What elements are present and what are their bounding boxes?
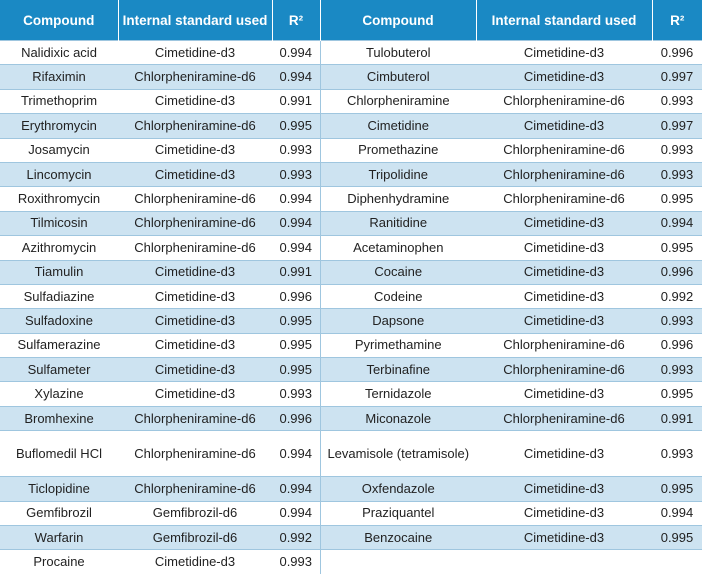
internal-standard-cell: Cimetidine-d3 bbox=[118, 333, 272, 357]
r2-cell: 0.995 bbox=[652, 382, 702, 406]
internal-standard-cell: Chlorpheniramine-d6 bbox=[476, 406, 652, 430]
table-row bbox=[0, 382, 702, 406]
compound-cell: Chlorpheniramine bbox=[320, 89, 476, 113]
compound-cell: Ternidazole bbox=[320, 382, 476, 406]
internal-standard-cell: Cimetidine-d3 bbox=[476, 309, 652, 333]
compound-cell: Lincomycin bbox=[0, 162, 118, 186]
r2-cell: 0.995 bbox=[652, 477, 702, 501]
r2-cell: 0.995 bbox=[652, 187, 702, 211]
table-row bbox=[0, 284, 702, 308]
table-row bbox=[0, 114, 702, 138]
compound-cell: Praziquantel bbox=[320, 501, 476, 525]
compound-cell: Promethazine bbox=[320, 138, 476, 162]
r2-cell: 0.996 bbox=[652, 260, 702, 284]
r2-cell: 0.993 bbox=[272, 138, 320, 162]
r2-cell: 0.993 bbox=[272, 550, 320, 574]
table-header bbox=[0, 0, 702, 41]
r2-cell: 0.994 bbox=[652, 501, 702, 525]
r2-cell: 0.992 bbox=[652, 284, 702, 308]
r2-cell: 0.991 bbox=[272, 89, 320, 113]
r2-cell: 0.993 bbox=[652, 138, 702, 162]
r2-cell: 0.994 bbox=[272, 65, 320, 89]
internal-standard-cell: Chlorpheniramine-d6 bbox=[476, 138, 652, 162]
compound-cell: Buflomedil HCl bbox=[0, 431, 118, 477]
header-internal-standard-1: Internal standard used bbox=[118, 0, 272, 41]
internal-standard-cell: Chlorpheniramine-d6 bbox=[118, 431, 272, 477]
compound-cell: Terbinafine bbox=[320, 358, 476, 382]
r2-cell: 0.996 bbox=[272, 406, 320, 430]
compound-cell: Sulfameter bbox=[0, 358, 118, 382]
internal-standard-cell: Cimetidine-d3 bbox=[118, 550, 272, 574]
compound-cell: Miconazole bbox=[320, 406, 476, 430]
r2-cell: 0.993 bbox=[652, 358, 702, 382]
table-row bbox=[0, 406, 702, 430]
internal-standard-cell: Cimetidine-d3 bbox=[118, 358, 272, 382]
compound-cell: Oxfendazole bbox=[320, 477, 476, 501]
internal-standard-cell: Cimetidine-d3 bbox=[118, 41, 272, 65]
internal-standard-cell: Cimetidine-d3 bbox=[476, 501, 652, 525]
r2-cell: 0.996 bbox=[652, 41, 702, 65]
compound-cell: Roxithromycin bbox=[0, 187, 118, 211]
r2-cell: 0.997 bbox=[652, 114, 702, 138]
r2-cell: 0.995 bbox=[652, 526, 702, 550]
r2-cell: 0.994 bbox=[272, 236, 320, 260]
compound-cell: Warfarin bbox=[0, 526, 118, 550]
internal-standard-cell: Cimetidine-d3 bbox=[118, 382, 272, 406]
compound-cell: Procaine bbox=[0, 550, 118, 574]
internal-standard-cell: Cimetidine-d3 bbox=[476, 382, 652, 406]
compound-cell: Ranitidine bbox=[320, 211, 476, 235]
internal-standard-cell: Chlorpheniramine-d6 bbox=[118, 211, 272, 235]
table-row bbox=[0, 333, 702, 357]
compound-cell: Erythromycin bbox=[0, 114, 118, 138]
header-r2-2: R² bbox=[652, 0, 702, 41]
table-row bbox=[0, 187, 702, 211]
header-internal-standard-2: Internal standard used bbox=[476, 0, 652, 41]
r2-cell: 0.995 bbox=[272, 114, 320, 138]
internal-standard-cell: Cimetidine-d3 bbox=[476, 526, 652, 550]
internal-standard-cell: Cimetidine-d3 bbox=[476, 236, 652, 260]
internal-standard-cell: Cimetidine-d3 bbox=[118, 162, 272, 186]
internal-standard-cell: Chlorpheniramine-d6 bbox=[476, 89, 652, 113]
compound-cell: Tripolidine bbox=[320, 162, 476, 186]
r2-cell: 0.994 bbox=[272, 501, 320, 525]
r2-cell: 0.997 bbox=[652, 65, 702, 89]
table-row bbox=[0, 309, 702, 333]
internal-standard-cell: Chlorpheniramine-d6 bbox=[118, 187, 272, 211]
r2-cell: 0.995 bbox=[272, 333, 320, 357]
r2-cell: 0.991 bbox=[652, 406, 702, 430]
r2-cell: 0.994 bbox=[272, 187, 320, 211]
internal-standard-cell: Chlorpheniramine-d6 bbox=[118, 65, 272, 89]
r2-cell bbox=[652, 550, 702, 574]
compound-cell: Trimethoprim bbox=[0, 89, 118, 113]
r2-cell: 0.995 bbox=[652, 236, 702, 260]
table-row bbox=[0, 260, 702, 284]
compound-cell: Xylazine bbox=[0, 382, 118, 406]
compound-cell: Codeine bbox=[320, 284, 476, 308]
compound-cell: Tiamulin bbox=[0, 260, 118, 284]
table-row bbox=[0, 236, 702, 260]
table-row bbox=[0, 65, 702, 89]
r2-cell: 0.993 bbox=[652, 309, 702, 333]
header-compound-1: Compound bbox=[0, 0, 118, 41]
table-row bbox=[0, 431, 702, 477]
r2-cell: 0.993 bbox=[652, 89, 702, 113]
compound-cell: Azithromycin bbox=[0, 236, 118, 260]
compound-cell: Ticlopidine bbox=[0, 477, 118, 501]
internal-standard-cell: Chlorpheniramine-d6 bbox=[476, 358, 652, 382]
compound-cell: Nalidixic acid bbox=[0, 41, 118, 65]
table-body bbox=[0, 41, 702, 574]
r2-cell: 0.991 bbox=[272, 260, 320, 284]
compound-cell: Levamisole (tetramisole) bbox=[320, 431, 476, 477]
compound-cell: Pyrimethamine bbox=[320, 333, 476, 357]
r2-cell: 0.994 bbox=[272, 431, 320, 477]
compound-cell: Cocaine bbox=[320, 260, 476, 284]
r2-cell: 0.994 bbox=[272, 41, 320, 65]
internal-standard-cell: Cimetidine-d3 bbox=[476, 260, 652, 284]
table-row bbox=[0, 550, 702, 574]
internal-standard-cell bbox=[476, 550, 652, 574]
r2-cell: 0.994 bbox=[652, 211, 702, 235]
header-row bbox=[0, 0, 702, 41]
internal-standard-cell: Cimetidine-d3 bbox=[476, 477, 652, 501]
table-row bbox=[0, 211, 702, 235]
compound-cell: Dapsone bbox=[320, 309, 476, 333]
compound-cell: Sulfamerazine bbox=[0, 333, 118, 357]
internal-standard-cell: Chlorpheniramine-d6 bbox=[118, 477, 272, 501]
internal-standard-cell: Cimetidine-d3 bbox=[118, 260, 272, 284]
r2-cell: 0.994 bbox=[272, 211, 320, 235]
table-row bbox=[0, 138, 702, 162]
internal-standard-cell: Cimetidine-d3 bbox=[476, 284, 652, 308]
internal-standard-cell: Chlorpheniramine-d6 bbox=[476, 162, 652, 186]
compound-cell: Gemfibrozil bbox=[0, 501, 118, 525]
internal-standard-cell: Chlorpheniramine-d6 bbox=[476, 187, 652, 211]
compound-cell: Sulfadiazine bbox=[0, 284, 118, 308]
r2-cell: 0.993 bbox=[272, 382, 320, 406]
internal-standard-cell: Cimetidine-d3 bbox=[476, 41, 652, 65]
table-row bbox=[0, 526, 702, 550]
internal-standard-cell: Cimetidine-d3 bbox=[118, 138, 272, 162]
r2-cell: 0.995 bbox=[272, 358, 320, 382]
compound-cell bbox=[320, 550, 476, 574]
compound-cell: Cimetidine bbox=[320, 114, 476, 138]
internal-standard-cell: Cimetidine-d3 bbox=[118, 89, 272, 113]
r2-cell: 0.996 bbox=[652, 333, 702, 357]
table-row bbox=[0, 477, 702, 501]
internal-standard-cell: Chlorpheniramine-d6 bbox=[118, 406, 272, 430]
table-row bbox=[0, 89, 702, 113]
compound-cell: Diphenhydramine bbox=[320, 187, 476, 211]
header-compound-2: Compound bbox=[320, 0, 476, 41]
header-r2-1: R² bbox=[272, 0, 320, 41]
table-row bbox=[0, 358, 702, 382]
table-row bbox=[0, 501, 702, 525]
r2-cell: 0.993 bbox=[272, 162, 320, 186]
compound-cell: Josamycin bbox=[0, 138, 118, 162]
r2-cell: 0.996 bbox=[272, 284, 320, 308]
r2-cell: 0.992 bbox=[272, 526, 320, 550]
table-row bbox=[0, 41, 702, 65]
compound-cell: Bromhexine bbox=[0, 406, 118, 430]
internal-standard-cell: Chlorpheniramine-d6 bbox=[476, 333, 652, 357]
internal-standard-cell: Gemfibrozil-d6 bbox=[118, 501, 272, 525]
compound-cell: Cimbuterol bbox=[320, 65, 476, 89]
internal-standard-cell: Cimetidine-d3 bbox=[476, 114, 652, 138]
internal-standard-cell: Cimetidine-d3 bbox=[476, 65, 652, 89]
internal-standard-cell: Cimetidine-d3 bbox=[118, 284, 272, 308]
internal-standard-cell: Chlorpheniramine-d6 bbox=[118, 114, 272, 138]
internal-standard-cell: Gemfibrozil-d6 bbox=[118, 526, 272, 550]
r2-cell: 0.994 bbox=[272, 477, 320, 501]
internal-standard-cell: Cimetidine-d3 bbox=[476, 211, 652, 235]
r2-cell: 0.995 bbox=[272, 309, 320, 333]
compound-cell: Rifaximin bbox=[0, 65, 118, 89]
compound-cell: Acetaminophen bbox=[320, 236, 476, 260]
r2-cell: 0.993 bbox=[652, 162, 702, 186]
r2-cell: 0.993 bbox=[652, 431, 702, 477]
table-row bbox=[0, 162, 702, 186]
internal-standard-cell: Cimetidine-d3 bbox=[118, 309, 272, 333]
compound-cell: Sulfadoxine bbox=[0, 309, 118, 333]
internal-standard-cell: Chlorpheniramine-d6 bbox=[118, 236, 272, 260]
compound-cell: Benzocaine bbox=[320, 526, 476, 550]
compound-cell: Tulobuterol bbox=[320, 41, 476, 65]
compound-cell: Tilmicosin bbox=[0, 211, 118, 235]
internal-standard-cell: Cimetidine-d3 bbox=[476, 431, 652, 477]
